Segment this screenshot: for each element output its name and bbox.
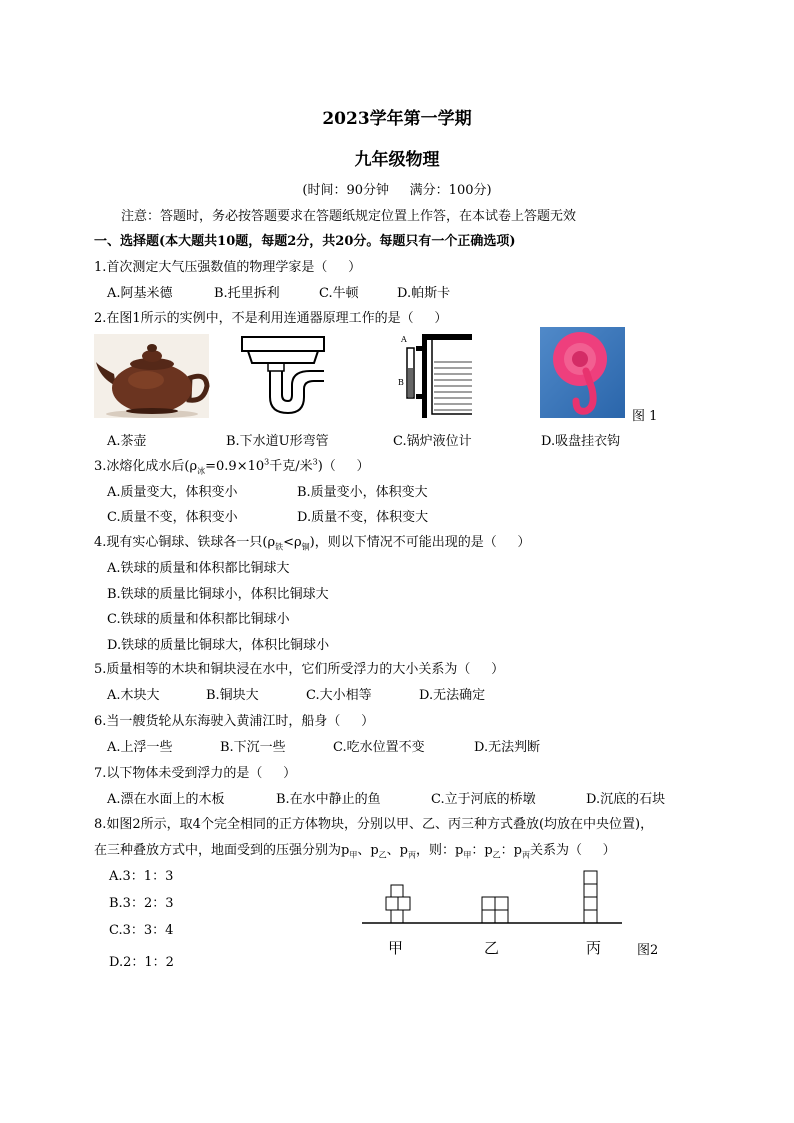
q7-option-c: C.立于河底的桥墩 bbox=[431, 792, 536, 807]
q5-option-b: B.铜块大 bbox=[206, 688, 259, 703]
q2-option-c: C.锅炉液位计 bbox=[393, 434, 472, 449]
q8-option-d: D.2：1：2 bbox=[109, 955, 174, 970]
q3-option-a: A.质量变大，体积变小 bbox=[107, 485, 238, 500]
q4-option-c: C.铁球的质量和体积都比铜球小 bbox=[107, 612, 290, 627]
question-8-stem-line2: 在三种叠放方式中，地面受到的压强分别为$p_甲$、$p_乙$、$p_丙$，则：$p_甲$：$p_乙$：$p_丙$关系为（ ） bbox=[94, 843, 616, 860]
section-heading: 一、选择题(本大题共10题，每题2分，共20分。每题只有一个正确选项) bbox=[94, 234, 516, 249]
q4-option-d: D.铁球的质量比铜球大，体积比铜球小 bbox=[107, 638, 330, 653]
teapot-image bbox=[94, 334, 209, 418]
q1-option-a: A.阿基米德 bbox=[107, 286, 173, 301]
q8-option-c: C.3：3：4 bbox=[109, 923, 174, 938]
figure-2-label-jia: 甲 bbox=[388, 939, 404, 957]
q3-option-d: D.质量不变，体积变大 bbox=[297, 510, 429, 525]
q1-option-c: C.牛顿 bbox=[319, 286, 359, 301]
boiler-label-a: A bbox=[401, 335, 407, 344]
q8-option-b: B.3：2：3 bbox=[109, 896, 174, 911]
q2-option-d: D.吸盘挂衣钩 bbox=[541, 434, 621, 449]
question-6-stem: 6.当一艘货轮从东海驶入黄浦江时，船身（ ） bbox=[94, 714, 375, 729]
q5-option-a: A.木块大 bbox=[107, 688, 160, 703]
q4-option-b: B.铁球的质量比铜球小，体积比铜球大 bbox=[107, 587, 329, 602]
question-2-stem: 2.在图1所示的实例中，不是利用连通器原理工作的是（ ） bbox=[94, 311, 448, 326]
figure-2-label-yi: 乙 bbox=[484, 939, 500, 957]
q5-option-c: C.大小相等 bbox=[306, 688, 372, 703]
figure-2-label-bing: 丙 bbox=[586, 939, 602, 957]
question-1-stem: 1.首次测定大气压强数值的物理学家是（ ） bbox=[94, 260, 362, 275]
exam-subject: 九年级物理 bbox=[354, 150, 440, 170]
q7-option-d: D.沉底的石块 bbox=[586, 792, 666, 807]
q2-option-a: A.茶壶 bbox=[107, 434, 147, 449]
q1-option-d: D.帕斯卡 bbox=[397, 286, 451, 301]
suction-hook-image bbox=[540, 327, 625, 418]
q6-option-d: D.无法判断 bbox=[474, 740, 541, 755]
figure-2-stacked-cubes bbox=[360, 868, 630, 928]
q1-option-b: B.托里拆利 bbox=[214, 286, 280, 301]
exam-time-info: (时间：90分钟 满分：100分) bbox=[302, 183, 492, 198]
question-4-stem: 4.现有实心铜球、铁球各一只$(\rho_铁<\rho_铜)$，则以下情况不可能出现的是（ ） bbox=[94, 535, 531, 552]
q8-option-a: A.3：1：3 bbox=[109, 869, 174, 884]
figure-2-caption: 图2 bbox=[637, 943, 659, 958]
question-5-stem: 5.质量相等的木块和铜块浸在水中，它们所受浮力的大小关系为（ ） bbox=[94, 662, 505, 677]
question-7-stem: 7.以下物体未受到浮力的是（ ） bbox=[94, 766, 297, 781]
q5-option-d: D.无法确定 bbox=[419, 688, 486, 703]
q7-option-a: A.漂在水面上的木板 bbox=[107, 792, 225, 807]
q6-option-c: C.吃水位置不变 bbox=[333, 740, 425, 755]
figure-1-label: 图 1 bbox=[632, 409, 658, 424]
q3-option-b: B.质量变小，体积变大 bbox=[297, 485, 428, 500]
q6-option-b: B.下沉一些 bbox=[220, 740, 286, 755]
exam-notice: 注意：答题时，务必按答题要求在答题纸规定位置上作答，在本试卷上答题无效 bbox=[121, 209, 577, 224]
q3-option-c: C.质量不变，体积变小 bbox=[107, 510, 238, 525]
exam-title: 2023学年第一学期 bbox=[322, 109, 472, 129]
q7-option-b: B.在水中静止的鱼 bbox=[276, 792, 381, 807]
q4-option-a: A.铁球的质量和体积都比铜球大 bbox=[107, 561, 290, 576]
q2-option-b: B.下水道U形弯管 bbox=[226, 434, 329, 449]
boiler-label-b: B bbox=[398, 378, 404, 387]
question-8-stem-line1: 8.如图2所示，取4个完全相同的正方体物块，分别以甲、乙、丙三种方式叠放(均放在中央位置)， bbox=[94, 817, 654, 832]
q6-option-a: A.上浮一些 bbox=[107, 740, 173, 755]
u-drain-pipe-image bbox=[238, 333, 328, 419]
question-3-stem: 3.冰熔化成水后($\rho_冰=0.9\times 10^3$千克/米$^3$)（ ） bbox=[94, 457, 370, 476]
